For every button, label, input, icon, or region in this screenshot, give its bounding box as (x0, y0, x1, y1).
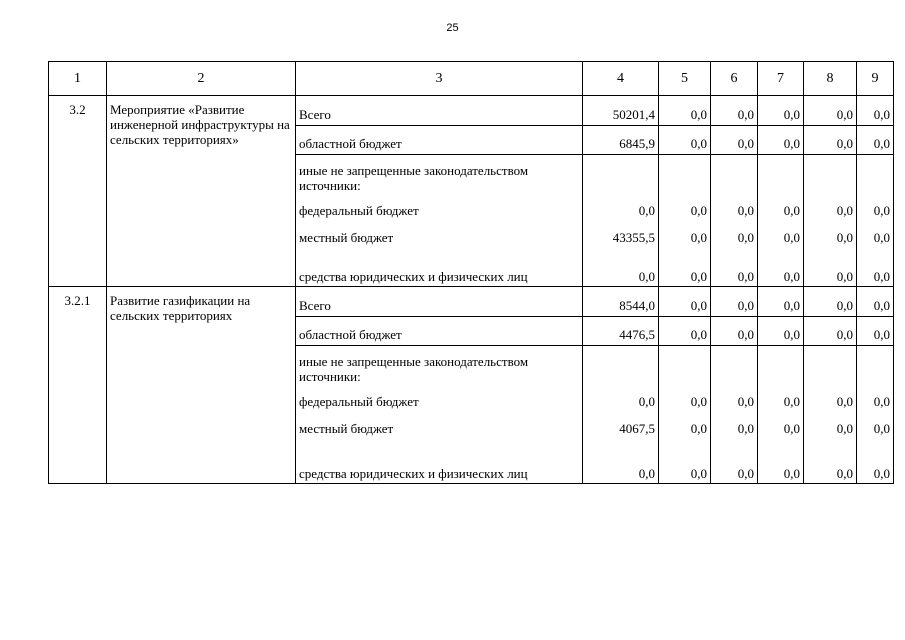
value-cell: 0,0 (758, 413, 804, 440)
value-cell (711, 346, 758, 387)
table-row (49, 96, 894, 126)
value-cell: 0,0 (804, 126, 857, 155)
value-cell: 0,0 (804, 287, 857, 317)
item-code: 3.2.1 (49, 287, 107, 484)
value-cell: 50201,4 (583, 96, 659, 126)
value-cell (758, 346, 804, 387)
value-cell: 0,0 (804, 222, 857, 249)
funding-source: иные не запрещенные законодательством источники: (296, 346, 583, 387)
value-cell: 0,0 (758, 287, 804, 317)
page-number: 25 (446, 22, 459, 34)
value-cell: 0,0 (659, 96, 711, 126)
value-cell: 0,0 (659, 126, 711, 155)
column-header: 5 (659, 62, 711, 96)
value-cell: 0,0 (711, 440, 758, 484)
value-cell: 0,0 (804, 96, 857, 126)
value-cell: 0,0 (857, 287, 894, 317)
value-cell (857, 155, 894, 196)
table-row (49, 287, 894, 317)
funding-source: средства юридических и физических лиц (296, 440, 583, 484)
column-header: 9 (857, 62, 894, 96)
value-cell: 8544,0 (583, 287, 659, 317)
table-header-row (49, 62, 894, 96)
value-cell: 0,0 (711, 195, 758, 222)
value-cell: 0,0 (857, 440, 894, 484)
value-cell: 0,0 (857, 249, 894, 287)
value-cell: 0,0 (857, 195, 894, 222)
budget-table (48, 61, 894, 484)
value-cell: 0,0 (659, 413, 711, 440)
value-cell: 0,0 (804, 249, 857, 287)
value-cell: 43355,5 (583, 222, 659, 249)
column-header: 2 (107, 62, 296, 96)
funding-source: местный бюджет (296, 222, 583, 249)
value-cell (758, 155, 804, 196)
value-cell: 0,0 (659, 287, 711, 317)
value-cell: 0,0 (758, 249, 804, 287)
value-cell: 0,0 (758, 96, 804, 126)
funding-source: Всего (296, 287, 583, 317)
value-cell: 0,0 (758, 317, 804, 346)
value-cell: 0,0 (659, 317, 711, 346)
value-cell: 0,0 (659, 440, 711, 484)
value-cell: 0,0 (583, 386, 659, 413)
column-header: 7 (758, 62, 804, 96)
value-cell: 0,0 (711, 222, 758, 249)
funding-source: федеральный бюджет (296, 386, 583, 413)
value-cell: 0,0 (804, 386, 857, 413)
funding-source: иные не запрещенные законодательством источники: (296, 155, 583, 196)
value-cell: 6845,9 (583, 126, 659, 155)
column-header: 4 (583, 62, 659, 96)
value-cell: 0,0 (659, 222, 711, 249)
value-cell (857, 346, 894, 387)
value-cell: 0,0 (758, 386, 804, 413)
value-cell: 0,0 (857, 386, 894, 413)
value-cell (583, 346, 659, 387)
value-cell: 0,0 (711, 386, 758, 413)
value-cell: 0,0 (758, 440, 804, 484)
value-cell: 0,0 (583, 195, 659, 222)
value-cell: 0,0 (857, 222, 894, 249)
column-header: 8 (804, 62, 857, 96)
funding-source: областной бюджет (296, 126, 583, 155)
value-cell (583, 155, 659, 196)
value-cell (711, 155, 758, 196)
value-cell: 0,0 (583, 249, 659, 287)
value-cell: 0,0 (583, 440, 659, 484)
value-cell: 0,0 (857, 126, 894, 155)
item-name: Мероприятие «Развитие инженерной инфраструктуры на сельских территориях» (107, 96, 296, 287)
value-cell: 0,0 (804, 195, 857, 222)
value-cell: 0,0 (857, 413, 894, 440)
value-cell: 0,0 (711, 413, 758, 440)
value-cell: 0,0 (711, 287, 758, 317)
funding-source: местный бюджет (296, 413, 583, 440)
value-cell (804, 155, 857, 196)
value-cell: 0,0 (758, 222, 804, 249)
value-cell: 0,0 (659, 249, 711, 287)
column-header: 3 (296, 62, 583, 96)
value-cell: 0,0 (711, 96, 758, 126)
item-name: Развитие газификации на сельских территориях (107, 287, 296, 484)
value-cell: 0,0 (659, 386, 711, 413)
value-cell: 0,0 (758, 126, 804, 155)
item-code: 3.2 (49, 96, 107, 287)
funding-source: областной бюджет (296, 317, 583, 346)
value-cell: 0,0 (711, 317, 758, 346)
funding-source: федеральный бюджет (296, 195, 583, 222)
value-cell: 0,0 (758, 195, 804, 222)
column-header: 6 (711, 62, 758, 96)
value-cell: 0,0 (711, 249, 758, 287)
value-cell: 0,0 (659, 195, 711, 222)
value-cell: 0,0 (804, 440, 857, 484)
value-cell: 0,0 (804, 413, 857, 440)
column-header: 1 (49, 62, 107, 96)
value-cell: 0,0 (857, 317, 894, 346)
value-cell: 4067,5 (583, 413, 659, 440)
funding-source: средства юридических и физических лиц (296, 249, 583, 287)
value-cell: 0,0 (711, 126, 758, 155)
value-cell (804, 346, 857, 387)
value-cell (659, 346, 711, 387)
value-cell: 0,0 (804, 317, 857, 346)
funding-source: Всего (296, 96, 583, 126)
value-cell (659, 155, 711, 196)
value-cell: 4476,5 (583, 317, 659, 346)
value-cell: 0,0 (857, 96, 894, 126)
